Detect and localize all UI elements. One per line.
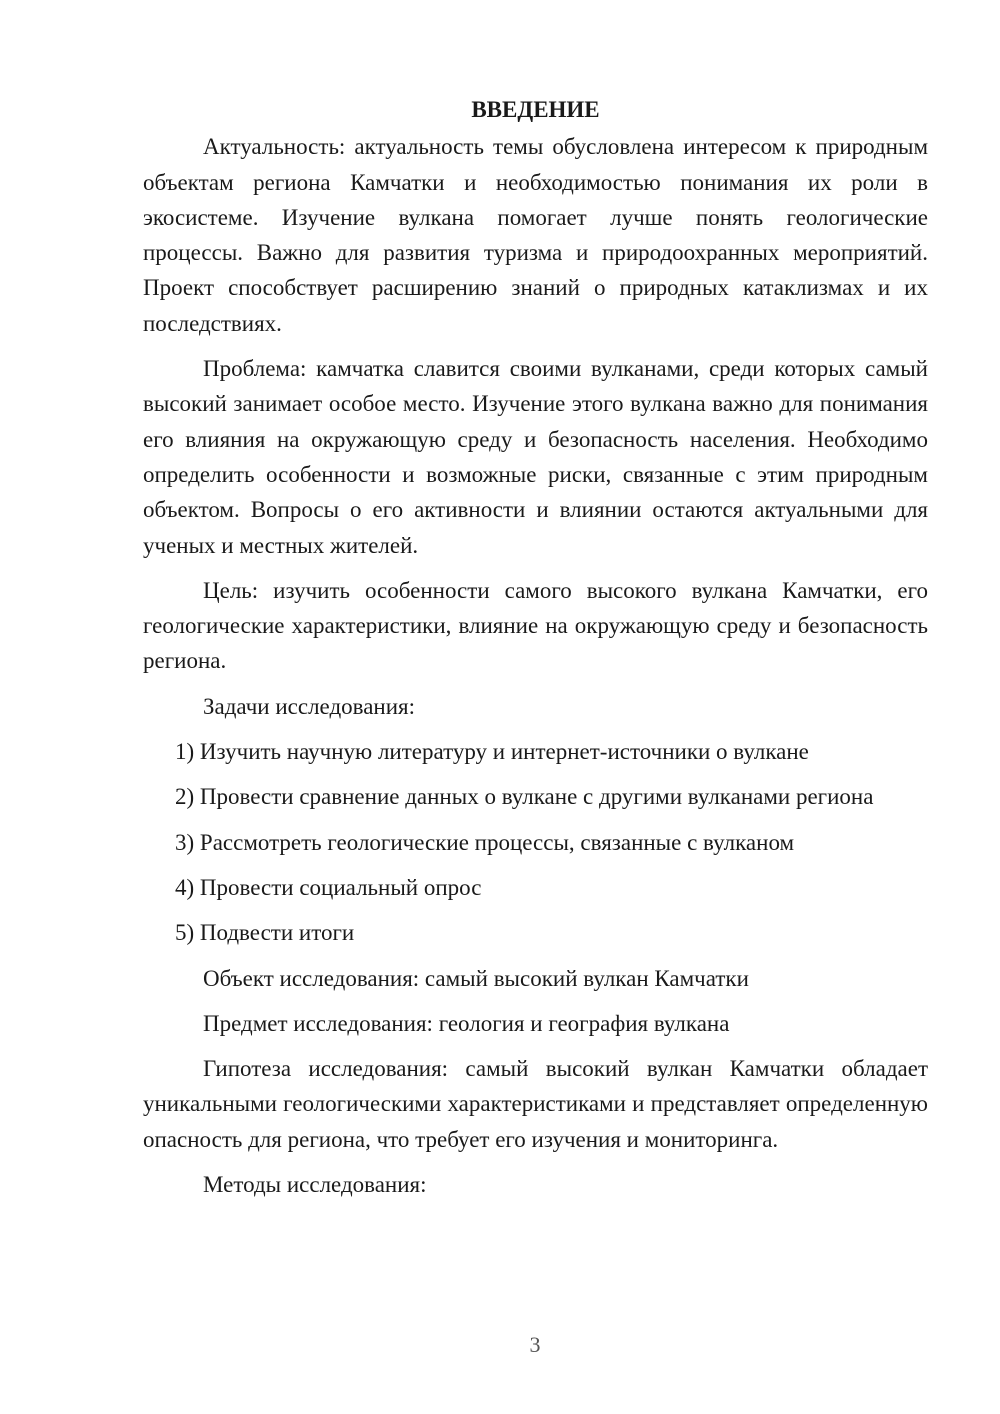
paragraph-subject: Предмет исследования: геология и география вулкана (203, 1010, 730, 1036)
page-number: 3 (529, 1332, 541, 1357)
paragraph-object: Объект исследования: самый высокий вулкан Камчатки (203, 965, 749, 991)
paragraph-methods: Методы исследования: (203, 1172, 427, 1198)
document-page (143, 92, 928, 1212)
paragraph-problem: Проблема: камчатка славится своими вулканами, среди которых самый высокий занимает особое место. Изучение этого вулкана важно для понимания его влияния на окружающую среду и безопасность населения. Необходимо определить особенности и возможные риски, связанные с этим природным объектом. Вопросы о его активности и влиянии остаются актуальными для ученых и местных жителей. (143, 356, 928, 558)
paragraph-tasks-heading: Задачи исследования: (203, 693, 416, 719)
task-item-2: 2) Провести сравнение данных о вулкане с другими вулканами региона (175, 784, 874, 810)
task-item-1: 1) Изучить научную литературу и интернет-источники о вулкане (175, 739, 809, 765)
task-item-4: 4) Провести социальный опрос (175, 874, 482, 900)
paragraph-goal: Цель: изучить особенности самого высокого вулкана Камчатки, его геологические характеристики, влияние на окружающую среду и безопасность региона. (143, 577, 928, 674)
task-item-3: 3) Рассмотреть геологические процессы, связанные с вулканом (175, 829, 795, 855)
task-item-5: 5) Подвести итоги (175, 920, 355, 946)
paragraph-hypothesis: Гипотеза исследования: самый высокий вулкан Камчатки обладает уникальными геологическими характеристиками и представляет определенную опасность для региона, что требует его изучения и мониторинга. (143, 1056, 928, 1152)
paragraph-relevance: Актуальность: актуальность темы обусловлена интересом к природным объектам региона Камчатки и необходимостью понимания их роли в экосистеме. Изучение вулкана помогает лучше понять геологические процессы. Важно для развития туризма и природоохранных мероприятий. Проект способствует расширению знаний о природных катаклизмах и их последствиях. (143, 134, 928, 336)
document-title: ВВЕДЕНИЕ (471, 97, 600, 122)
